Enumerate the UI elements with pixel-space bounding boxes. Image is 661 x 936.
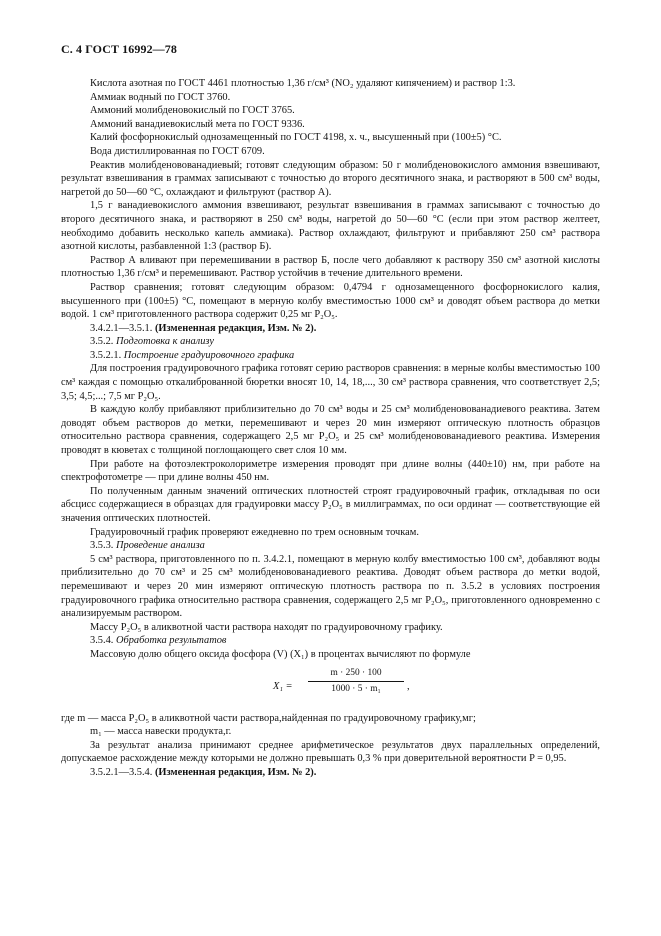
paragraph: В каждую колбу прибавляют приблизительно до 70 см³ воды и 25 см³ молибденовованадиевого реактива. Затем доводят объем растворов до метки, перемешивают и через 20 мин измеряют оптическую плотность образцов относительно раствора сравнения, содержащего 2,5 мг P₂O₅ и 25 см³ молибденовованадиевого реактива. Измерения проводят в кюветах с толщиной поглощающего свет слоя 10 мм. [61, 404, 600, 457]
amendment-text: (Измененная редакция, Изм. № 2). [154, 766, 317, 778]
paragraph: 1,5 г ванадиевокислого аммония взвешивают, результат взвешивания в граммах записывают с точностью до второго десятичного знака, и растворяют в 250 см³ воды, нагретой до 50—60 °С (если при этом раствор желтеет, необходимо добавить несколько капель аммиака). Раствор охлаждают, фильтруют и прибавляют 250 см³ раствора азотной кислоты, разбавленной 1:3 (раствор Б). [61, 200, 600, 253]
paragraph: Аммиак водный по ГОСТ 3760. [90, 91, 231, 103]
page-number: С. 4 [61, 42, 83, 56]
paragraph: Вода дистиллированная по ГОСТ 6709. [90, 145, 265, 157]
section-heading [61, 634, 600, 648]
clause-number: 3.5.2.1. [90, 349, 122, 361]
page-header [61, 43, 177, 57]
amendment-note [61, 766, 600, 780]
clause-number: 3.5.2.1—3.5.4. [90, 766, 153, 778]
variable-definition: m₁ — масса навески продукта,г. [90, 726, 232, 738]
amendment-text: (Измененная редакция, Изм. № 2). [154, 322, 317, 334]
section-heading [61, 349, 600, 363]
paragraph: Аммоний ванадиевокислый мета по ГОСТ 9336. [90, 118, 305, 130]
paragraph: Раствор сравнения; готовят следующим образом: 0,4794 г однозамещенного фосфорнокислого калия, высушенного при (100±5) °С, помещают в мерную колбу вместимостью 1000 см³ и доводят объем раствора до метки водой. 1 см³ приготовленного раствора содержит 0,25 мг P₂O₅. [61, 281, 600, 321]
paragraph: Массовую долю общего оксида фосфора (V) (X₁) в процентах вычисляют по формуле [90, 648, 471, 660]
formula-comma: , [407, 680, 410, 692]
section-title: Подготовка к анализу [116, 336, 214, 348]
clause-number: 3.5.2. [90, 336, 114, 348]
formula-numerator: m · 250 · 100 [308, 667, 404, 683]
clause-number: 3.4.2.1—3.5.1. [90, 322, 153, 334]
paragraph: За результат анализа принимают среднее арифметическое результатов двух параллельных определений, допускаемое расхождение между которыми не должно превышать 0,3 % при доверительной вероятности P = 0,95. [61, 739, 600, 765]
paragraph: 5 см³ раствора, приготовленного по п. 3.4.2.1, помещают в мерную колбу вместимостью 100 см³, добавляют воды приблизительно до 70 см³ и 25 см³ молибденовованадиевого реактива. Доводят объем раствора до метки водой, перемешивают и через 20 мин измеряют оптическую плотность раствора по п. 3.5.2 в условиях построения градуировочного графика относительно раствора сравнения, содержащего 2,5 мг P₂O₅, приготовленного одновременно с анализируемым раствором. [61, 553, 600, 620]
formula-lhs: X₁ = [273, 680, 293, 692]
section-title: Обработка результатов [116, 635, 227, 647]
variable-definition: где m — масса P₂O₅ в аликвотной части раствора,найденная по градуировочному графику,мг; [61, 712, 476, 724]
paragraph: Для построения градуировочного графика готовят серию растворов сравнения: в мерные колбы вместимостью 100 см³ каждая с помощью откалиброванной бюретки вносят 10, 14, 18,..., 30 см³ раствора сравнения, что соответствует 2,5; 3,5; 4,5;...; 7,5 мг P₂O₅. [61, 363, 600, 402]
paragraph: Раствор А вливают при перемешивании в раствор Б, после чего добавляют к раствору 350 см³ азотной кислоты плотностью 1,36 г/см³ и перемешивают. Раствор устойчив в течение длительного времени. [61, 254, 600, 280]
amendment-note [61, 322, 600, 336]
clause-number: 3.5.4. [90, 635, 114, 647]
formula-fraction [308, 667, 404, 697]
paragraph: По полученным данным значений оптических плотностей строят градуировочный график, откладывая по оси абсцисс содержащиеся в образцах для градуировки массу P₂O₅ в миллиграммах, по оси ординат — соответствующие ей значения оптических плотностей. [61, 485, 600, 524]
paragraph: При работе на фотоэлектроколориметре измерения проводят при длине волны (440±10) нм, при работе на спектрофотометре — при длине волны 450 нм. [61, 458, 600, 484]
paragraph: Аммоний молибденовокислый по ГОСТ 3765. [90, 105, 295, 117]
section-heading [61, 539, 600, 553]
paragraph: Градуировочный график проверяют ежедневно по трем основным точкам. [90, 526, 419, 538]
paragraph: Кислота азотная по ГОСТ 4461 плотностью 1,36 г/см³ (NO₂ удаляют кипячением) и раствор 1:3. [90, 78, 516, 89]
paragraph: Реактив молибденовованадиевый; готовят следующим образом: 50 г молибденовокислого аммония взвешивают, результат взвешивания в граммах записывают с точностью до второго десятичного знака, и растворяют в 500 см³ воды, нагретой до 50—60 °С, охлаждают и фильтруют (раствор А). [61, 159, 600, 198]
section-heading [61, 335, 600, 349]
formula-denominator: 1000 · 5 · m₁ [331, 684, 381, 695]
paragraph: Массу P₂O₅ в аликвотной части раствора находят по градуировочному графику. [90, 621, 443, 633]
clause-number: 3.5.3. [90, 540, 114, 552]
document-body [61, 77, 600, 780]
standard-id: ГОСТ 16992—78 [85, 42, 177, 56]
paragraph: Калий фосфорнокислый однозамещенный по ГОСТ 4198, х. ч., высушенный при (100±5) °С. [90, 132, 502, 144]
section-title: Проведение анализа [116, 540, 205, 552]
formula [61, 664, 600, 710]
section-title: Построение градуировочного графика [123, 349, 295, 361]
